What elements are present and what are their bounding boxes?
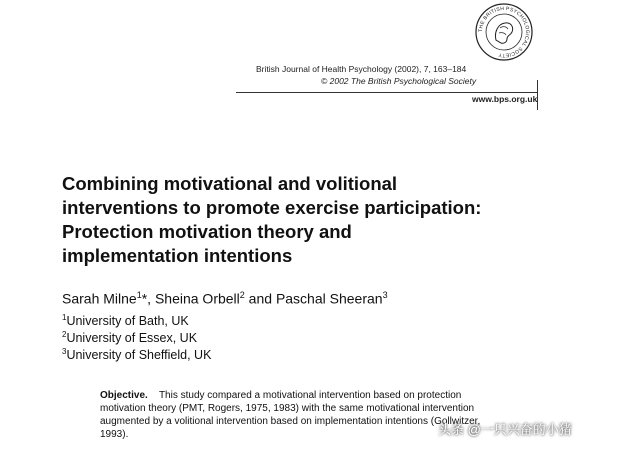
copyright-notice: © 2002 The British Psychological Society [321,76,477,86]
title-line: implementation intentions [62,245,293,266]
affiliation-mark: 2 [62,330,67,339]
abstract-line: 1993). [100,429,129,440]
affiliation [62,313,189,328]
affiliation-text: University of Bath, UK [66,314,189,329]
paper-title [62,172,562,268]
abstract-line [100,389,530,402]
title-line: Protection motivation theory and [62,221,352,242]
affiliation-mark: 3 [62,347,67,356]
abstract-line: augmented by a volitional intervention based on implementation intentions (Gollwitzer, [100,416,481,427]
seal-ring-text: THE BRITISH PSYCHOLOGICAL SOCIETY [477,5,531,59]
author-name: Sarah Milne [62,290,137,307]
watermark: 头条 @一只兴奋的小猪 [438,422,572,437]
author-list [62,290,388,307]
abstract-text: This study compared a motivational intervention based on protection [158,390,462,401]
title-line: Combining motivational and volitional [62,173,398,194]
affiliation [62,330,197,345]
author-name: Paschal Sheeran [275,290,383,307]
author-affiliation-mark: 1 [136,290,142,300]
affiliation-text: University of Essex, UK [66,331,198,346]
affiliation-mark: 1 [62,313,67,322]
author-affiliation-mark: 3 [382,290,388,300]
journal-citation: British Journal of Health Psychology (2002), 7, 163–184 [256,64,467,74]
corresponding-author-mark: * [141,290,148,307]
bps-society-seal-icon [474,2,534,62]
abstract-label: Objective. [100,390,148,401]
header-divider [236,92,538,93]
author-separator: , [147,290,155,307]
author-name: Sheina Orbell [154,290,240,307]
title-line: interventions to promote exercise participation: [62,197,482,218]
affiliation-text: University of Sheffield, UK [66,348,212,363]
society-url-link[interactable]: www.bps.org.uk [472,94,538,104]
author-affiliation-mark: 2 [239,290,245,300]
abstract-line: motivation theory (PMT, Rogers, 1975, 1983) with the same motivational intervention [100,403,475,414]
affiliation [62,347,211,362]
author-separator: and [244,290,276,307]
